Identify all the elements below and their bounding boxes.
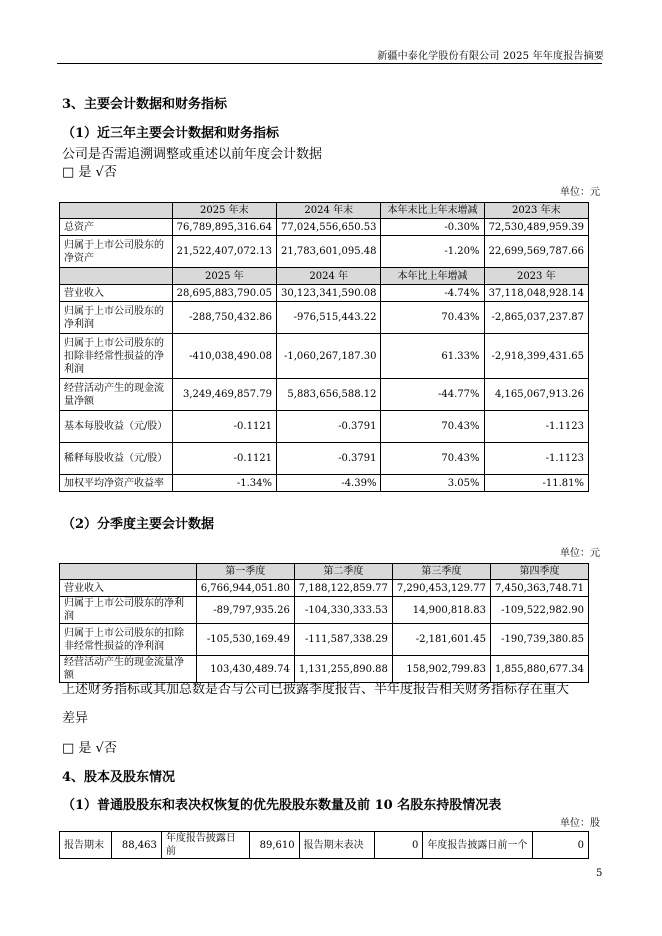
table-row [60, 832, 589, 859]
row-label: 经营活动产生的现金流量净额 [60, 379, 173, 411]
table-cell: -2,865,037,237.87 [484, 302, 588, 334]
table-cell: -11.81% [484, 475, 588, 492]
table-cell: 76,789,895,316.64 [172, 219, 276, 236]
table-header-cell: 本年比上年增减 [381, 268, 484, 285]
table-row [60, 475, 589, 492]
table-cell: -976,515,443.22 [277, 302, 381, 334]
table-cell: -4.39% [277, 475, 381, 492]
table-cell: -111,587,338.29 [294, 624, 392, 656]
document-header: 新疆中泰化学股份有限公司 2025 年年度报告摘要 [377, 51, 604, 62]
difference-answer: □ 是 √否 [62, 741, 117, 756]
shareholder-subsection-title: （1）普通股股东和表决权恢复的优先股股东数量及前 10 名股东持股情况表 [62, 798, 502, 813]
table-row [60, 580, 589, 597]
table-cell: 0 [375, 832, 423, 859]
table-cell: -410,038,490.08 [172, 334, 276, 379]
difference-question-line1: 上述财务指标或其加总数是否与公司已披露季度报告、半年度报告相关财务指标存在重大 [62, 682, 570, 697]
row-label: 报告期末表决 [299, 832, 375, 859]
table-header-cell: 第一季度 [196, 564, 294, 580]
row-label: 年度报告披露日前 [161, 832, 249, 859]
table-row [60, 411, 589, 443]
subsection-2-title: （2）分季度主要会计数据 [62, 517, 215, 532]
table-cell: 158,902,799.83 [392, 656, 490, 683]
table-cell: -4.74% [381, 285, 484, 302]
subsection-1-title: （1）近三年主要会计数据和财务指标 [62, 126, 280, 141]
row-label: 归属于上市公司股东的净利润 [60, 302, 173, 334]
table-cell: 30,123,341,590.08 [277, 285, 381, 302]
row-label: 经营活动产生的现金流量净额 [60, 656, 197, 683]
table-header-cell: 2023 年末 [484, 203, 588, 219]
table-row [60, 219, 589, 236]
table-cell: -0.1121 [172, 443, 276, 475]
quarterly-financial-table [59, 563, 589, 683]
table-cell: -1.1123 [484, 443, 588, 475]
table-header-cell: 2023 年 [484, 268, 588, 285]
table-cell: 3.05% [381, 475, 484, 492]
table-cell: 7,290,453,129.77 [392, 580, 490, 597]
table-cell: -1.34% [172, 475, 276, 492]
table-cell: 0 [533, 832, 589, 859]
table-cell: 77,024,556,650.53 [277, 219, 381, 236]
row-label: 报告期末 [60, 832, 112, 859]
page-number: 5 [596, 868, 603, 879]
table-cell: -104,330,333.53 [294, 597, 392, 624]
table-cell: 21,522,407,072.13 [172, 236, 276, 268]
table-cell: 14,900,818.83 [392, 597, 490, 624]
table-header-cell: 2025 年末 [172, 203, 276, 219]
table-header-cell: 2024 年 [277, 268, 381, 285]
row-label: 基本每股收益（元/股） [60, 411, 173, 443]
table-cell: -1.20% [381, 236, 484, 268]
table-header-row [60, 203, 589, 219]
table-cell: 1,855,880,677.34 [490, 656, 588, 683]
difference-question-line2: 差异 [62, 711, 89, 726]
table-cell: -44.77% [381, 379, 484, 411]
table-row [60, 302, 589, 334]
table-header-cell: 第四季度 [490, 564, 588, 580]
table-cell: -2,918,399,431.65 [484, 334, 588, 379]
row-label: 归属于上市公司股东的扣除非经常性损益的净利润 [60, 624, 197, 656]
table-row [60, 285, 589, 302]
table-header-cell [60, 268, 173, 285]
table-cell: -0.1121 [172, 411, 276, 443]
table-cell: 3,249,469,857.79 [172, 379, 276, 411]
row-label: 加权平均净资产收益率 [60, 475, 173, 492]
table-cell: 7,188,122,859.77 [294, 580, 392, 597]
table-cell: -109,522,982.90 [490, 597, 588, 624]
row-label: 归属于上市公司股东的净资产 [60, 236, 173, 268]
header-rule [57, 63, 602, 64]
row-label: 年度报告披露日前一个 [423, 832, 533, 859]
unit-label: 单位：元 [560, 548, 600, 559]
table-cell: -105,530,169.49 [196, 624, 294, 656]
table-header-cell: 第三季度 [392, 564, 490, 580]
restate-question: 公司是否需追溯调整或重述以前年度会计数据 [62, 147, 323, 162]
table-header-cell [60, 203, 173, 219]
table-row [60, 443, 589, 475]
table-header-cell: 2025 年 [172, 268, 276, 285]
table-row [60, 334, 589, 379]
table-cell: 4,165,067,913.26 [484, 379, 588, 411]
table-row [60, 236, 589, 268]
table-cell: 70.43% [381, 302, 484, 334]
table-cell: 1,131,255,890.88 [294, 656, 392, 683]
table-cell: 70.43% [381, 411, 484, 443]
table-cell: 6,766,944,051.80 [196, 580, 294, 597]
table-cell: -190,739,380.85 [490, 624, 588, 656]
annual-financial-table [59, 202, 589, 492]
row-label: 归属于上市公司股东的净利润 [60, 597, 197, 624]
table-cell: 88,463 [111, 832, 161, 859]
unit-label: 单位：股 [560, 818, 600, 829]
table-cell: 7,450,363,748.71 [490, 580, 588, 597]
table-header-cell [60, 564, 197, 580]
unit-label: 单位：元 [560, 187, 600, 198]
table-cell: 70.43% [381, 443, 484, 475]
table-cell: 5,883,656,588.12 [277, 379, 381, 411]
row-label: 营业收入 [60, 580, 197, 597]
table-row [60, 597, 589, 624]
table-cell: 22,699,569,787.66 [484, 236, 588, 268]
table-cell: -1,060,267,187.30 [277, 334, 381, 379]
table-cell: 72,530,489,959.39 [484, 219, 588, 236]
table-cell: 28,695,883,790.05 [172, 285, 276, 302]
row-label: 总资产 [60, 219, 173, 236]
table-cell: -0.3791 [277, 443, 381, 475]
table-cell: 21,783,601,095.48 [277, 236, 381, 268]
table-cell: -288,750,432.86 [172, 302, 276, 334]
table-cell: 103,430,489.74 [196, 656, 294, 683]
table-row [60, 624, 589, 656]
table-header-cell: 2024 年末 [277, 203, 381, 219]
table-row [60, 379, 589, 411]
table-cell: -89,797,935.26 [196, 597, 294, 624]
table-cell: -2,181,601.45 [392, 624, 490, 656]
table-cell: -0.3791 [277, 411, 381, 443]
table-header-cell: 第二季度 [294, 564, 392, 580]
table-cell: 61.33% [381, 334, 484, 379]
section-4-title: 4、股本及股东情况 [62, 770, 176, 785]
row-label: 稀释每股收益（元/股） [60, 443, 173, 475]
table-cell: 89,610 [249, 832, 299, 859]
section-3-title: 3、主要会计数据和财务指标 [62, 97, 228, 112]
table-cell: 37,118,048,928.14 [484, 285, 588, 302]
row-label: 营业收入 [60, 285, 173, 302]
table-cell: -1.1123 [484, 411, 588, 443]
table-header-row [60, 268, 589, 285]
table-header-cell: 本年末比上年末增减 [381, 203, 484, 219]
restate-answer: □ 是 √否 [62, 165, 117, 180]
shareholder-table [59, 831, 589, 859]
table-cell: -0.30% [381, 219, 484, 236]
row-label: 归属于上市公司股东的扣除非经常性损益的净利润 [60, 334, 173, 379]
table-header-row [60, 564, 589, 580]
